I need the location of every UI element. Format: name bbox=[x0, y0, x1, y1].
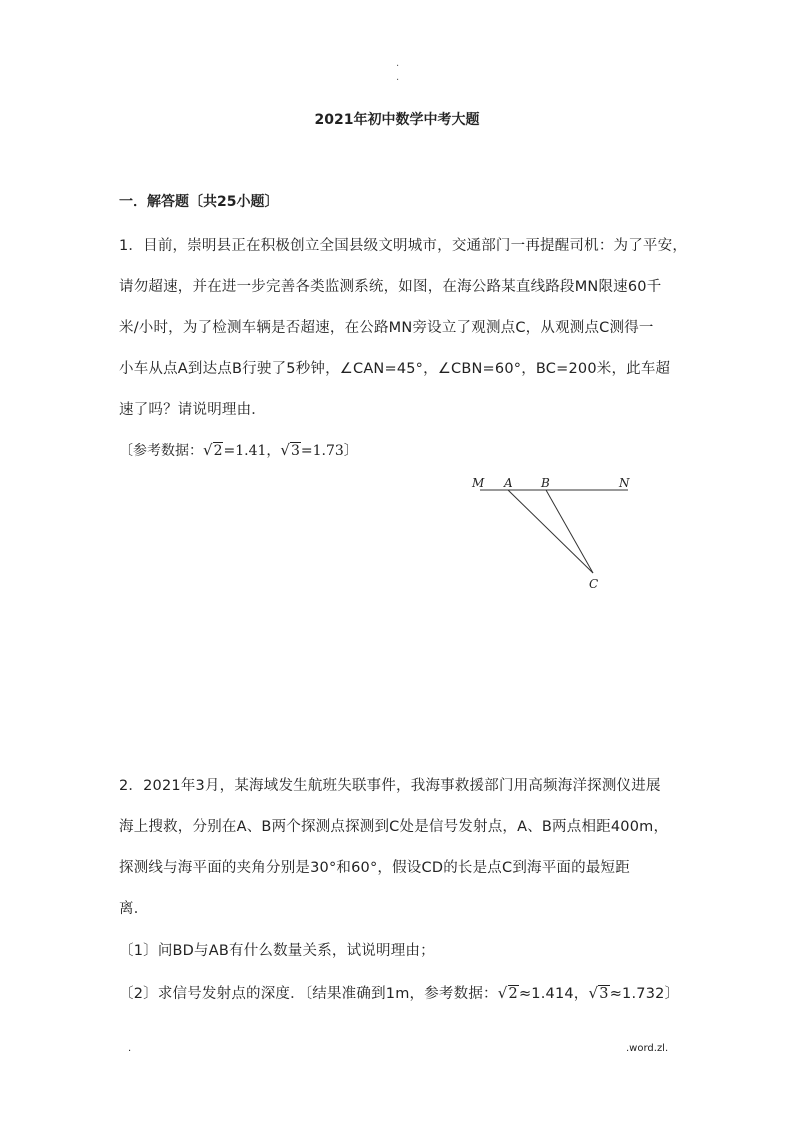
label-c: C bbox=[589, 577, 599, 591]
footer-left: . bbox=[128, 1043, 132, 1054]
ref-prefix: 〔参考数据： bbox=[119, 443, 203, 459]
q1-line: 速了吗？请说明理由． bbox=[119, 402, 266, 418]
q2-line: 离． bbox=[119, 901, 149, 917]
sqrt-symbol: √2 bbox=[203, 441, 223, 459]
line-bc bbox=[546, 490, 593, 573]
q2-line: 海上搜救，分别在A、B两个探测点探测到C处是信号发射点，A、B两点相距400m， bbox=[119, 819, 669, 835]
sqrt-symbol: √3 bbox=[280, 441, 300, 459]
ref-value: ≈1.414， bbox=[518, 986, 589, 1002]
sqrt-symbol: √3 bbox=[588, 984, 609, 1002]
label-b: B bbox=[541, 476, 550, 490]
sqrt-radicand: 2 bbox=[508, 986, 518, 1002]
ref-value: =1.73〕 bbox=[300, 443, 358, 459]
q1-reference-data bbox=[119, 440, 358, 460]
q2-sub-question-2 bbox=[119, 982, 679, 1003]
sqrt-symbol: √2 bbox=[497, 984, 518, 1002]
sqrt-radicand: 3 bbox=[599, 986, 609, 1002]
header-dot: . bbox=[396, 58, 400, 69]
sqrt-radicand: 3 bbox=[290, 443, 300, 459]
q2-sub-question-1: 〔1〕问BD与AB有什么数量关系，试说明理由； bbox=[119, 943, 435, 959]
line-ac bbox=[508, 490, 593, 573]
q1-line: 请勿超速，并在进一步完善各类监测系统，如图，在海公路某直线路段MN限速60千 bbox=[119, 279, 662, 295]
sqrt-radicand: 2 bbox=[213, 443, 223, 459]
sub2-text: 〔2〕求信号发射点的深度．〔结果准确到1m，参考数据： bbox=[119, 986, 498, 1002]
ref-value: =1.41， bbox=[223, 443, 281, 459]
ref-value: ≈1.732〕 bbox=[609, 986, 680, 1002]
q1-line: 米/小时，为了检测车辆是否超速，在公路MN旁设立了观测点C，从观测点C测得一 bbox=[119, 320, 654, 336]
page-title: 2021年初中数学中考大题 bbox=[314, 112, 480, 128]
q1-line: 1．目前，崇明县正在积极创立全国县级文明城市，交通部门一再提醒司机：为了平安， bbox=[119, 238, 688, 254]
footer-right: .word.zl. bbox=[626, 1043, 669, 1054]
q2-line: 2．2021年3月，某海域发生航班失联事件，我海事救援部门用高频海洋探测仪进展 bbox=[119, 778, 661, 794]
label-n: N bbox=[619, 476, 630, 490]
label-m: M bbox=[472, 476, 485, 490]
label-a: A bbox=[504, 476, 513, 490]
q1-figure bbox=[460, 470, 640, 600]
q2-line: 探测线与海平面的夹角分别是30°和60°，假设CD的长是点C到海平面的最短距 bbox=[119, 860, 630, 876]
header-dot: . bbox=[396, 72, 400, 83]
section-heading: 一．解答题〔共25小题〕 bbox=[119, 194, 279, 210]
q1-line: 小车从点A到达点B行驶了5秒钟，∠CAN=45°，∠CBN=60°，BC=200米，此车超 bbox=[119, 361, 671, 377]
